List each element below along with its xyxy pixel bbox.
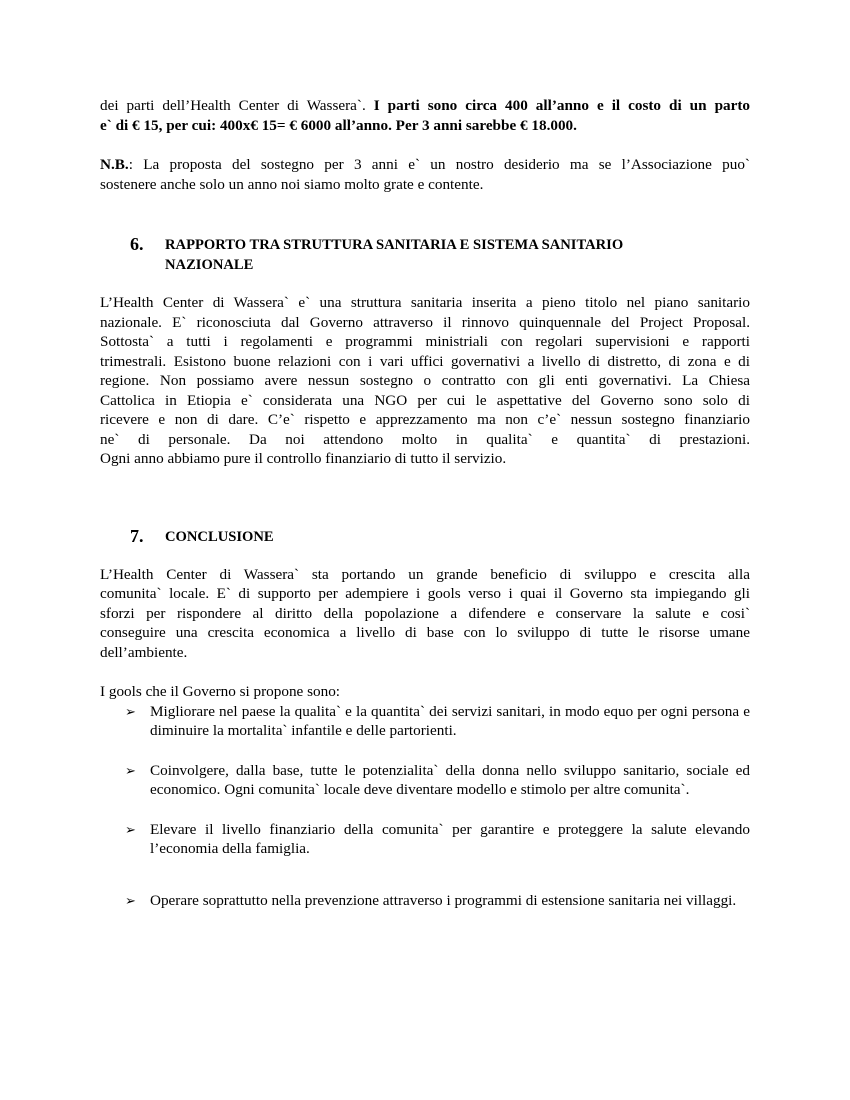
section-6-line: Cattolica in Etiopia e` considerata una NGO per cui le aspettative del Governo sono solo di <box>100 391 750 409</box>
spacer <box>100 275 750 293</box>
intro-cost-summary: e` di € 15, per cui: 400x€ 15= € 6000 all’anno. Per 3 anni sarebbe € 18.000. <box>100 116 577 134</box>
section-7-line: sforzi per rispondere al diritto della popolazione a difendere e conservare la salute e cosi` <box>100 604 750 622</box>
section-7-paragraph <box>100 565 750 663</box>
spacer <box>100 547 750 565</box>
list-item-text: Operare soprattutto nella prevenzione attraverso i programmi di estensione sanitaria nei villaggi. <box>150 891 737 909</box>
section-6-number: 6. <box>130 234 144 254</box>
list-item-text: Coinvolgere, dalla base, tutte le potenzialita` della donna nello sviluppo sanitario, sociale ed economico. Ogni comunita` locale deve diventare modello e stimolo per altre comunita`. <box>150 761 750 798</box>
list-item <box>100 820 750 859</box>
intro-line-2 <box>100 116 750 136</box>
section-6-line: trimestrali. Esistono buone relazioni con i vari uffici governativi a livello di distretto, di zona e di <box>100 352 750 370</box>
section-6-heading <box>130 235 750 275</box>
section-6-paragraph <box>100 293 750 469</box>
spacer <box>100 194 750 235</box>
list-item-text: Elevare il livello finanziario della comunita` per garantire e proteggere la salute elevando l’economia della famiglia. <box>150 820 750 857</box>
section-6-title <box>165 235 623 275</box>
arrow-bullet-icon: ➢ <box>125 762 136 778</box>
arrow-bullet-icon: ➢ <box>125 821 136 837</box>
nb-label: N.B. <box>100 156 129 173</box>
section-7-line: comunita` locale. E` di supporto per adempiere i gools verso i quai il Governo sta impiegando gli <box>100 585 750 602</box>
section-7-title: CONCLUSIONE <box>165 528 274 545</box>
list-item <box>100 702 750 741</box>
nb-line-1 <box>100 155 750 175</box>
section-6-line: Sottosta` a tutti i regolamenti e programmi ministriali con regolari supervisioni e rapporti <box>100 333 750 350</box>
gools-intro: I gools che il Governo si propone sono: <box>100 683 341 700</box>
list-item <box>100 761 750 800</box>
nb-line-2: sostenere anche solo un anno noi siamo molto grate e contente. <box>100 175 484 193</box>
section-7-line: conseguire una crescita economica a livello di base con lo sviluppo di tutte le risorse umane <box>100 624 750 641</box>
spacer <box>100 662 750 682</box>
document-page <box>100 96 750 910</box>
intro-plain-text: dei parti dell’Health Center di Wassera`. <box>100 97 374 114</box>
section-7-number: 7. <box>130 525 144 546</box>
nb-text: : La proposta del sostegno per 3 anni e` un nostro desiderio ma se l’Associazione puo` <box>128 156 750 173</box>
gools-list <box>100 702 750 911</box>
section-6-line: regione. Non possiamo avere nessun sostegno o contratto con gli enti governativi. La Chiesa <box>100 372 750 389</box>
section-7-line: L’Health Center di Wassera` sta portando un grande beneficio di sviluppo e crescita alla <box>100 565 750 583</box>
section-6-last-line: Ogni anno abbiamo pure il controllo finanziario di tutto il servizio. <box>100 450 507 467</box>
list-item-text: Migliorare nel paese la qualita` e la quantita` dei servizi sanitari, in modo equo per ogni persona e diminuire la mortalita` infantile e delle partorienti. <box>150 702 750 739</box>
arrow-bullet-icon: ➢ <box>125 892 136 908</box>
intro-bold-text: I parti sono circa 400 all’anno e il costo di un parto <box>373 97 751 114</box>
spacer <box>100 469 750 527</box>
intro-line-1 <box>100 96 750 116</box>
spacer <box>100 135 750 155</box>
section-7-heading <box>130 527 750 547</box>
section-6-line: nazionale. E` riconosciuta dal Governo attraverso il rinnovo quinquennale del Project Proposal. <box>100 313 750 331</box>
list-item <box>100 891 750 911</box>
section-7-last-line: dell’ambiente. <box>100 643 188 661</box>
section-6-title-line-1: RAPPORTO TRA STRUTTURA SANITARIA E SISTEMA SANITARIO <box>165 237 624 253</box>
section-6-line: L’Health Center di Wassera` e` una struttura sanitaria inserita a pieno titolo nel piano sanitario <box>100 294 750 311</box>
section-6-line: ricevere e non di dare. C’e` rispetto e apprezzamento ma non c’e` nessun sostegno finanziario <box>100 411 750 428</box>
section-6-line: ne` di personale. Da noi attendono molto in qualita` e quantita` di prestazioni. <box>100 430 750 448</box>
arrow-bullet-icon: ➢ <box>125 703 136 719</box>
section-6-title-line-2: NAZIONALE <box>165 257 254 273</box>
